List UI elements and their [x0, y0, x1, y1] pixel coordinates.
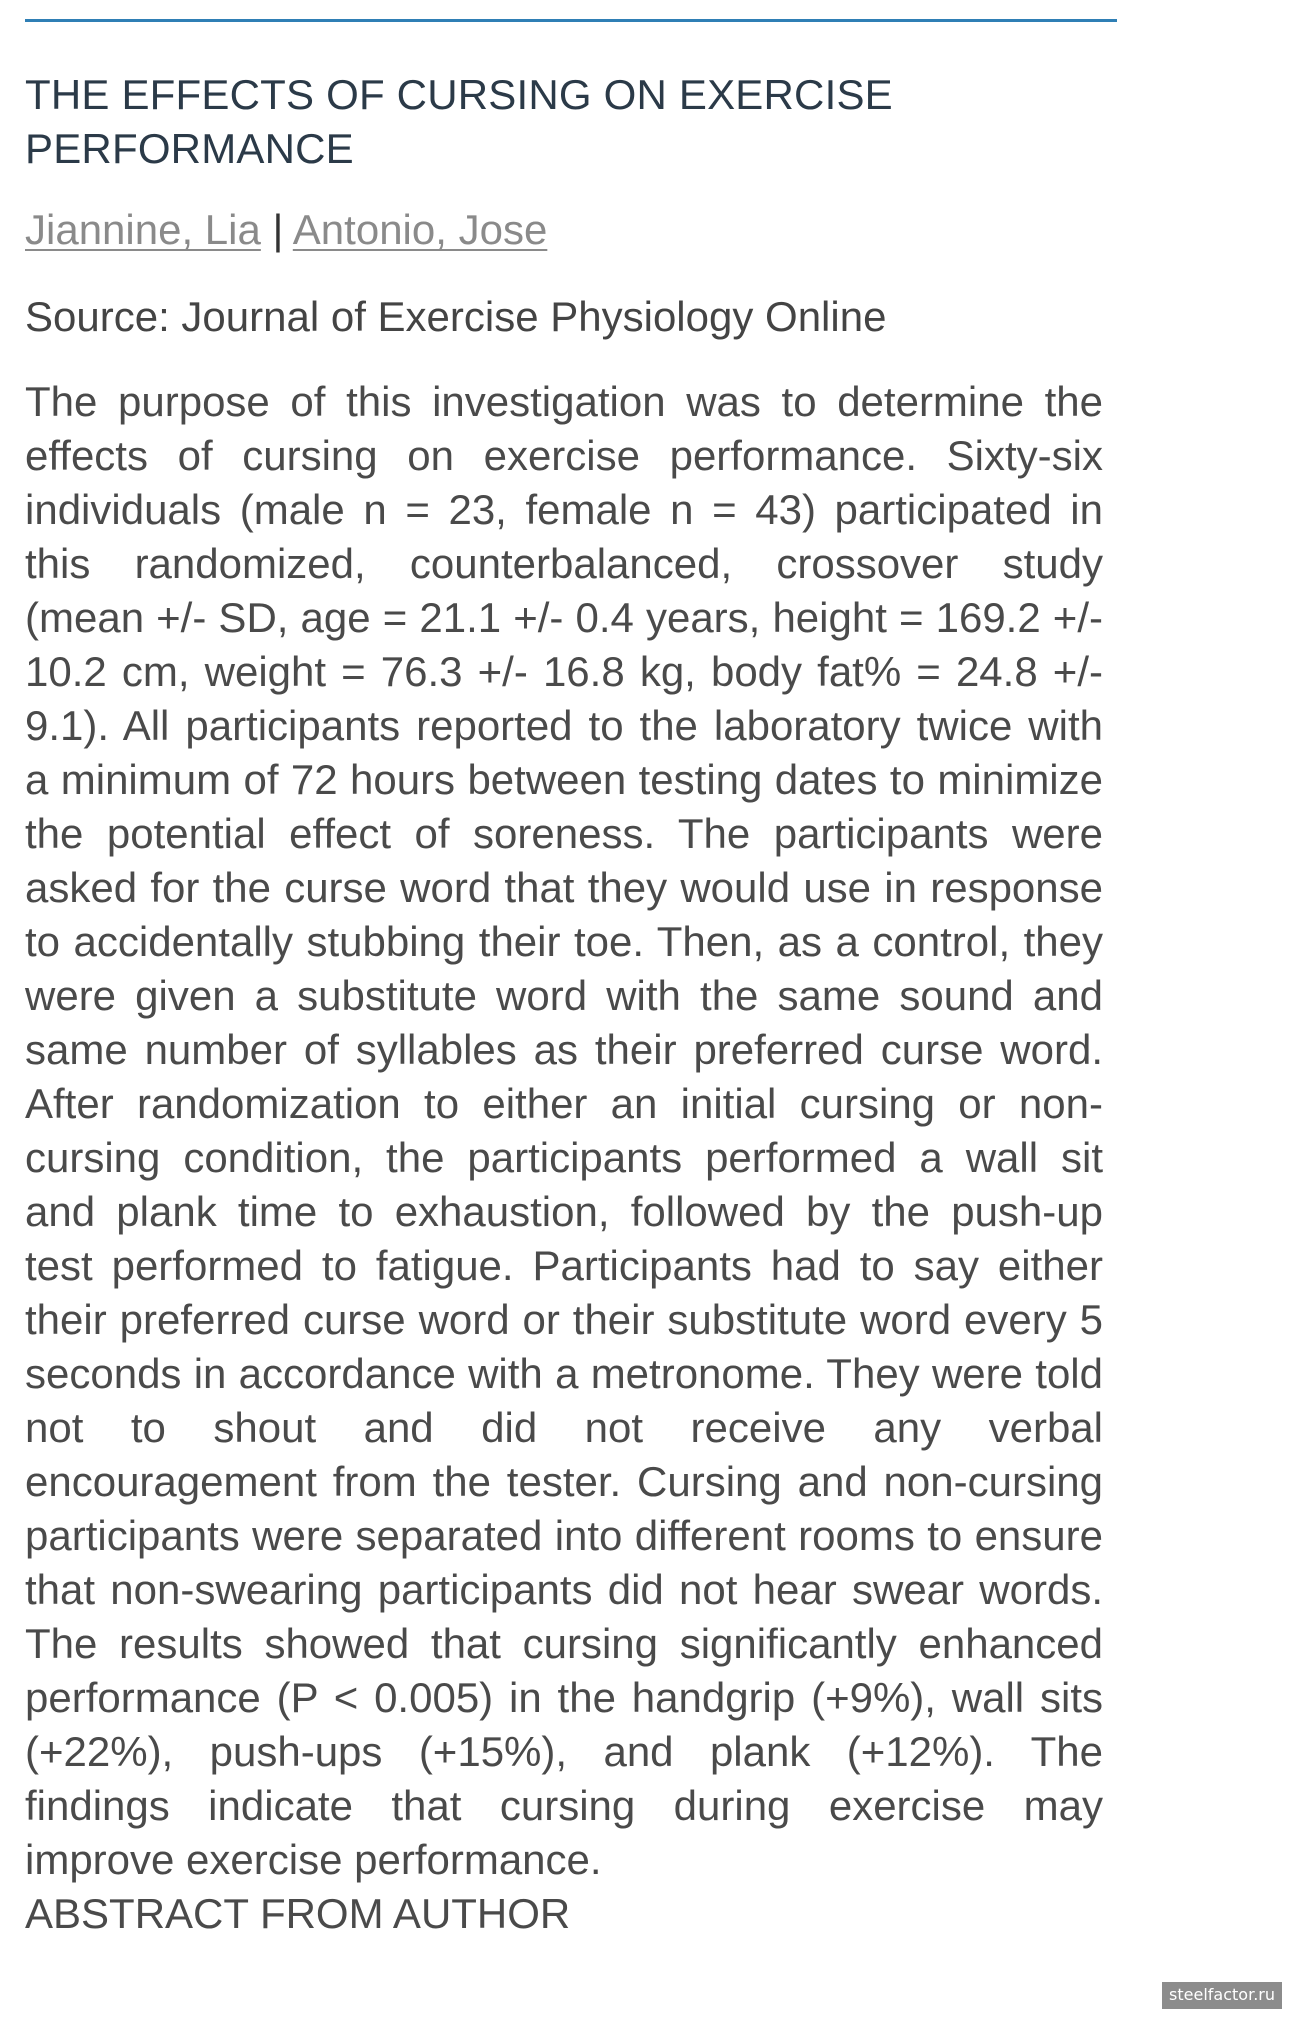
watermark-badge: steelfactor.ru	[1162, 1982, 1282, 2009]
top-divider	[25, 19, 1117, 22]
article-title: THE EFFECTS OF CURSING ON EXERCISE PERFORMANCE	[25, 71, 893, 172]
author-link-jiannine[interactable]: Jiannine, Lia	[25, 206, 261, 253]
abstract-attribution: ABSTRACT FROM AUTHOR	[25, 1890, 571, 1937]
author-list	[25, 203, 1103, 257]
abstract-text: The purpose of this investigation was to determine the effects of cursing on exercise performance. Sixty-six individuals (male n = 23, female n = 43) participated in this randomized, counterbalanced, crossover study (mean +/- SD, age = 21.1 +/- 0.4 years, height = 169.2 +/- 10.2 cm, weight = 76.3 +/- 16.8 kg, body fat% = 24.8 +/- 9.1). All participants reported to the laboratory twice with a minimum of 72 hours between testing dates to minimize the potential effect of soreness. The participants were asked for the curse word that they would use in response to accidentally stubbing their toe. Then, as a control, they were given a substitute word with the same sound and same number of syllables as their preferred curse word. After randomization to either an initial cursing or non-cursing condition, the participants performed a wall sit and plank time to exhaustion, followed by the push-up test performed to fatigue. Participants had to say either their preferred curse word or their substitute word every 5 seconds in accordance with a metronome. They were told not to shout and did not receive any verbal encouragement from the tester. Cursing and non-cursing participants were separated into different rooms to ensure that non-swearing participants did not hear swear words. The results showed that cursing significantly enhanced performance (P < 0.005) in the handgrip (+9%), wall sits (+22%), push-ups (+15%), and plank (+12%). The findings indicate that cursing during exercise may improve exercise performance.	[25, 378, 1103, 1883]
source-line: Source: Journal of Exercise Physiology Online	[25, 293, 887, 340]
article-record	[25, 68, 1103, 1941]
author-link-antonio[interactable]: Antonio, Jose	[292, 206, 548, 253]
author-separator: |	[272, 206, 284, 253]
